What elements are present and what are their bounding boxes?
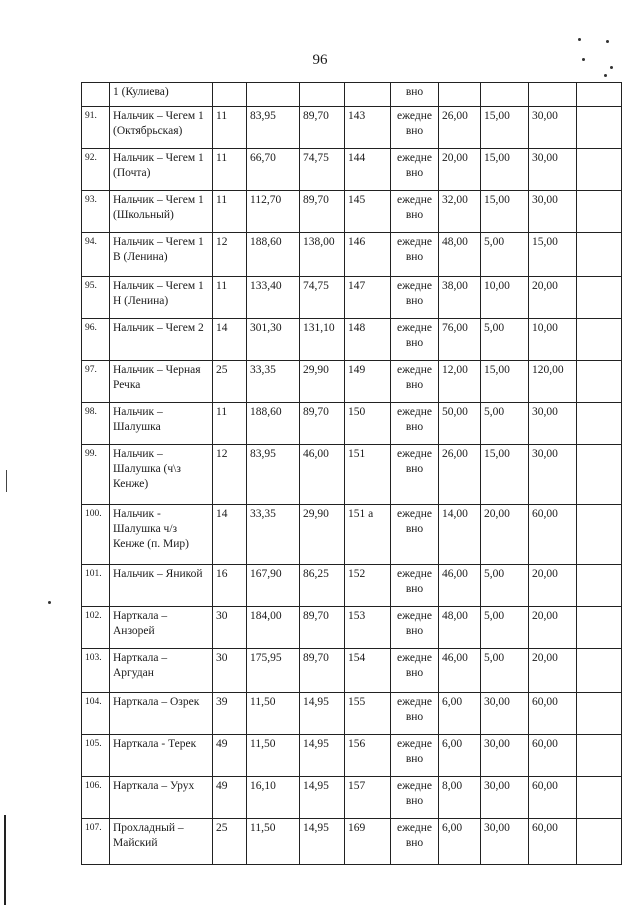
cell-num: 94. [82, 233, 110, 277]
table-row [82, 361, 622, 403]
cell-col6: 154 [345, 649, 391, 693]
cell-col3: 25 [213, 819, 247, 865]
cell-col5: 14,95 [300, 693, 345, 735]
cell-route: Нальчик - Шалушка ч/з Кенже (п. Мир) [110, 505, 213, 565]
cell-col3: 12 [213, 233, 247, 277]
cell-col10: 60,00 [529, 819, 577, 865]
cell-col9: 5,00 [481, 565, 529, 607]
cell-col9: 30,00 [481, 777, 529, 819]
cell-col5: 89,70 [300, 649, 345, 693]
cell-col5: 86,25 [300, 565, 345, 607]
cell-col10: 60,00 [529, 693, 577, 735]
cell-col10: 15,00 [529, 233, 577, 277]
cell-col9: 15,00 [481, 445, 529, 505]
cell-col5: 14,95 [300, 777, 345, 819]
cell-frequency: ежедне вно [391, 819, 439, 865]
cell-num: 93. [82, 191, 110, 233]
cell-frequency: ежедне вно [391, 777, 439, 819]
cell-col3: 25 [213, 361, 247, 403]
cell-frequency: ежедне вно [391, 607, 439, 649]
table-row [82, 277, 622, 319]
cell-col3: 12 [213, 445, 247, 505]
cell-col9: 30,00 [481, 735, 529, 777]
cell-frequency: ежедне вно [391, 735, 439, 777]
cell-col11 [577, 607, 622, 649]
cell-col9: 15,00 [481, 107, 529, 149]
cell-col5: 46,00 [300, 445, 345, 505]
cell-route: Нальчик – Чегем 2 [110, 319, 213, 361]
cell-col9: 20,00 [481, 505, 529, 565]
cell-route: Нальчик – Шалушка (ч\з Кенже) [110, 445, 213, 505]
cell-col6: 155 [345, 693, 391, 735]
cell-col9: 5,00 [481, 319, 529, 361]
cell-col9: 5,00 [481, 607, 529, 649]
cell-col11 [577, 361, 622, 403]
cell-col3: 11 [213, 191, 247, 233]
scan-artifact [6, 470, 7, 492]
cell-col11 [577, 149, 622, 191]
cell-frequency: ежедне вно [391, 319, 439, 361]
scan-artifact [48, 601, 51, 604]
table-row [82, 777, 622, 819]
cell-col3: 49 [213, 777, 247, 819]
cell-col8: 8,00 [439, 777, 481, 819]
cell-col11 [577, 565, 622, 607]
cell-col9: 5,00 [481, 233, 529, 277]
cell-num: 97. [82, 361, 110, 403]
cell-col3: 11 [213, 277, 247, 319]
cell-col5: 14,95 [300, 819, 345, 865]
cell-col9: 15,00 [481, 191, 529, 233]
cell-col10: 10,00 [529, 319, 577, 361]
table-row [82, 607, 622, 649]
cell-num: 106. [82, 777, 110, 819]
cell-col11 [577, 191, 622, 233]
cell-frequency: ежедне вно [391, 361, 439, 403]
cell-col4: 11,50 [247, 819, 300, 865]
cell-col6: 148 [345, 319, 391, 361]
cell-col10: 20,00 [529, 607, 577, 649]
cell-col11 [577, 445, 622, 505]
cell-num: 98. [82, 403, 110, 445]
cell-col8: 26,00 [439, 107, 481, 149]
cell-col8: 32,00 [439, 191, 481, 233]
cell-col9: 30,00 [481, 819, 529, 865]
cell-col10: 60,00 [529, 735, 577, 777]
cell-col9: 15,00 [481, 361, 529, 403]
cell-route: Нальчик – Чегем 1 Н (Ленина) [110, 277, 213, 319]
cell-frequency: ежедне вно [391, 191, 439, 233]
cell-col4: 11,50 [247, 693, 300, 735]
cell-col5: 14,95 [300, 735, 345, 777]
cell-col4: 66,70 [247, 149, 300, 191]
cell-col6: 150 [345, 403, 391, 445]
cell-col11 [577, 319, 622, 361]
cell-frequency: ежедне вно [391, 505, 439, 565]
table-row [82, 233, 622, 277]
cell-col6: 147 [345, 277, 391, 319]
table-row [82, 819, 622, 865]
cell-route: Нальчик – Шалушка [110, 403, 213, 445]
cell-num: 92. [82, 149, 110, 191]
cell-col6: 145 [345, 191, 391, 233]
cell-col9: 10,00 [481, 277, 529, 319]
cell-col11 [577, 233, 622, 277]
cell-col4: 133,40 [247, 277, 300, 319]
cell-col8: 76,00 [439, 319, 481, 361]
cell-col5: 138,00 [300, 233, 345, 277]
cell-col4: 83,95 [247, 445, 300, 505]
cell-num [82, 83, 110, 107]
cell-frequency: ежедне вно [391, 277, 439, 319]
cell-col4: 184,00 [247, 607, 300, 649]
cell-col10: 20,00 [529, 565, 577, 607]
cell-col4: 83,95 [247, 107, 300, 149]
cell-col6: 157 [345, 777, 391, 819]
cell-num: 96. [82, 319, 110, 361]
cell-col10: 60,00 [529, 777, 577, 819]
cell-col3: 30 [213, 649, 247, 693]
cell-col9: 5,00 [481, 649, 529, 693]
cell-col5: 131,10 [300, 319, 345, 361]
cell-num: 99. [82, 445, 110, 505]
cell-col3: 16 [213, 565, 247, 607]
cell-col4: 175,95 [247, 649, 300, 693]
cell-col4: 11,50 [247, 735, 300, 777]
cell-col3: 14 [213, 319, 247, 361]
cell-col6: 169 [345, 819, 391, 865]
cell-col11 [577, 819, 622, 865]
table-row [82, 107, 622, 149]
cell-route: Нарткала – Урух [110, 777, 213, 819]
cell-col5: 74,75 [300, 277, 345, 319]
cell-col4: 33,35 [247, 361, 300, 403]
cell-col5: 89,70 [300, 107, 345, 149]
table-row [82, 403, 622, 445]
cell-col3: 39 [213, 693, 247, 735]
cell-col5: 89,70 [300, 607, 345, 649]
cell-col8: 50,00 [439, 403, 481, 445]
table-row [82, 191, 622, 233]
cell-col5: 29,90 [300, 361, 345, 403]
cell-frequency: ежедне вно [391, 565, 439, 607]
cell-num: 95. [82, 277, 110, 319]
cell-frequency: ежедне вно [391, 107, 439, 149]
cell-col8: 48,00 [439, 233, 481, 277]
cell-col3: 49 [213, 735, 247, 777]
cell-frequency: ежедне вно [391, 403, 439, 445]
cell-col8: 6,00 [439, 819, 481, 865]
cell-frequency: вно [391, 83, 439, 107]
cell-col9: 15,00 [481, 149, 529, 191]
cell-route: Нальчик – Чегем 1 В (Ленина) [110, 233, 213, 277]
cell-col11 [577, 403, 622, 445]
cell-col11 [577, 649, 622, 693]
cell-route: Нарткала - Терек [110, 735, 213, 777]
cell-num: 102. [82, 607, 110, 649]
cell-col6: 143 [345, 107, 391, 149]
cell-num: 103. [82, 649, 110, 693]
table-row [82, 649, 622, 693]
cell-num: 104. [82, 693, 110, 735]
table-row [82, 319, 622, 361]
cell-col4: 167,90 [247, 565, 300, 607]
cell-col8: 38,00 [439, 277, 481, 319]
cell-num: 91. [82, 107, 110, 149]
cell-route: Нарткала – Аргудан [110, 649, 213, 693]
cell-col8: 20,00 [439, 149, 481, 191]
cell-col6: 146 [345, 233, 391, 277]
cell-route: Нальчик – Чегем 1 (Октябрьская) [110, 107, 213, 149]
cell-frequency: ежедне вно [391, 649, 439, 693]
cell-col11 [577, 693, 622, 735]
cell-frequency: ежедне вно [391, 233, 439, 277]
cell-col4: 301,30 [247, 319, 300, 361]
cell-col10: 20,00 [529, 277, 577, 319]
cell-num: 107. [82, 819, 110, 865]
cell-col8: 46,00 [439, 565, 481, 607]
cell-col4: 16,10 [247, 777, 300, 819]
cell-col8: 46,00 [439, 649, 481, 693]
cell-col6: 149 [345, 361, 391, 403]
cell-col6: 153 [345, 607, 391, 649]
cell-col8: 6,00 [439, 735, 481, 777]
cell-col6: 151 [345, 445, 391, 505]
cell-col10: 120,00 [529, 361, 577, 403]
cell-frequency: ежедне вно [391, 693, 439, 735]
cell-col10: 30,00 [529, 191, 577, 233]
cell-col5: 74,75 [300, 149, 345, 191]
route-table [81, 82, 622, 865]
cell-col6: 144 [345, 149, 391, 191]
cell-route: Прохладный – Майский [110, 819, 213, 865]
cell-col9: 30,00 [481, 693, 529, 735]
cell-frequency: ежедне вно [391, 149, 439, 191]
cell-col4: 188,60 [247, 403, 300, 445]
cell-route: Нарткала – Озрек [110, 693, 213, 735]
cell-col3: 30 [213, 607, 247, 649]
table-row [82, 505, 622, 565]
cell-col11 [577, 107, 622, 149]
cell-col3: 11 [213, 149, 247, 191]
scan-artifact [4, 815, 6, 905]
page-number: 96 [312, 52, 328, 68]
cell-col10: 20,00 [529, 649, 577, 693]
cell-col3: 14 [213, 505, 247, 565]
cell-col5: 89,70 [300, 191, 345, 233]
cell-col6: 151 а [345, 505, 391, 565]
cell-col6: 156 [345, 735, 391, 777]
table-row [82, 149, 622, 191]
cell-col11 [577, 505, 622, 565]
cell-col11 [577, 735, 622, 777]
cell-col11 [577, 277, 622, 319]
cell-col5: 29,90 [300, 505, 345, 565]
cell-col8: 26,00 [439, 445, 481, 505]
cell-col3: 11 [213, 403, 247, 445]
table-row [82, 735, 622, 777]
cell-num: 101. [82, 565, 110, 607]
table-row-continued [82, 83, 622, 107]
cell-route: Нальчик – Чегем 1 (Почта) [110, 149, 213, 191]
cell-col8: 12,00 [439, 361, 481, 403]
cell-col4: 188,60 [247, 233, 300, 277]
scan-marks [560, 30, 620, 80]
cell-col4: 33,35 [247, 505, 300, 565]
cell-route: 1 (Кулиева) [110, 83, 213, 107]
cell-col8: 14,00 [439, 505, 481, 565]
cell-frequency: ежедне вно [391, 445, 439, 505]
cell-col4: 112,70 [247, 191, 300, 233]
cell-col9: 5,00 [481, 403, 529, 445]
cell-col11 [577, 777, 622, 819]
cell-col10: 60,00 [529, 505, 577, 565]
cell-num: 100. [82, 505, 110, 565]
cell-route: Нальчик – Яникой [110, 565, 213, 607]
table-row [82, 565, 622, 607]
cell-col6: 152 [345, 565, 391, 607]
table-row [82, 445, 622, 505]
cell-col10: 30,00 [529, 107, 577, 149]
cell-route: Нарткала – Анзорей [110, 607, 213, 649]
cell-col8: 48,00 [439, 607, 481, 649]
cell-col10: 30,00 [529, 149, 577, 191]
cell-num: 105. [82, 735, 110, 777]
table-row [82, 693, 622, 735]
cell-col8: 6,00 [439, 693, 481, 735]
cell-col5: 89,70 [300, 403, 345, 445]
cell-col10: 30,00 [529, 445, 577, 505]
cell-route: Нальчик – Чегем 1 (Школьный) [110, 191, 213, 233]
cell-route: Нальчик – Черная Речка [110, 361, 213, 403]
cell-col3: 11 [213, 107, 247, 149]
cell-col10: 30,00 [529, 403, 577, 445]
